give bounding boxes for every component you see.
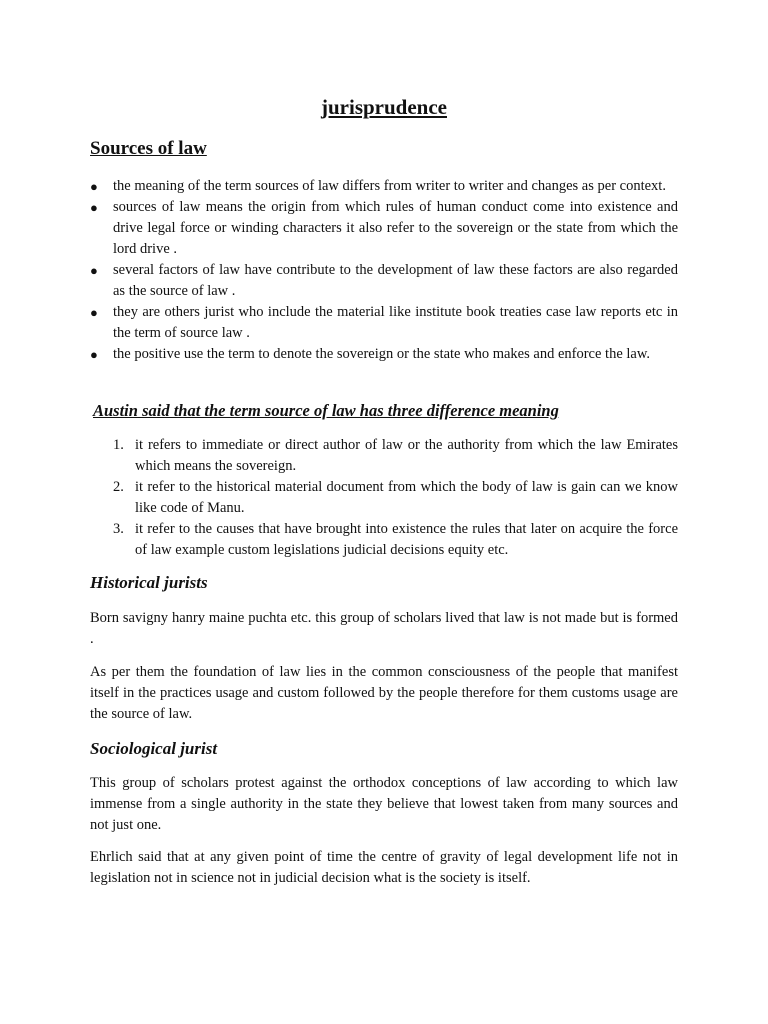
list-item: [90, 435, 678, 477]
list-item-text: they are others jurist who include the material like institute book treaties case law reports etc in the term of source law .: [113, 304, 678, 341]
austin-numbered-list: [90, 435, 678, 561]
sociological-jurist-heading: Sociological jurist: [90, 739, 218, 758]
bullet-icon: ●: [90, 179, 98, 194]
sociological-paragraph-2: Ehrlich said that at any given point of time the centre of gravity of legal development life not in legislation not in science not in judicial decision what is the society is itself.: [90, 849, 678, 886]
list-item: [90, 260, 678, 302]
list-item-text: the meaning of the term sources of law differs from writer to writer and changes as per context.: [113, 178, 666, 194]
list-item-text: the positive use the term to denote the sovereign or the state who makes and enforce the law.: [113, 346, 650, 362]
historical-paragraph-2: As per them the foundation of law lies in the common consciousness of the people that manifest itself in the practices usage and custom followed by the people therefore for them customs usage are the source of law.: [90, 664, 678, 722]
list-item-text: several factors of law have contribute to the development of law these factors are also regarded as the source of law .: [113, 262, 678, 299]
list-item: [90, 477, 678, 519]
list-item: [90, 197, 678, 260]
list-item-text: sources of law means the origin from which rules of human conduct come into existence and drive legal force or winding characters it also refer to the sovereign or the state from which the lord drive .: [113, 199, 678, 257]
list-item-text: it refer to the historical material document from which the body of law is gain can we know like code of Manu.: [135, 479, 678, 516]
section-heading-sources-of-law: Sources of law: [90, 138, 207, 159]
list-number: 3.: [113, 521, 124, 537]
list-item: [90, 176, 678, 197]
historical-jurists-heading: Historical jurists: [90, 573, 208, 592]
list-item: [90, 302, 678, 344]
bullet-icon: ●: [90, 200, 98, 215]
document-title: jurisprudence: [321, 95, 447, 119]
sources-bullet-list: [90, 176, 678, 365]
list-item: [90, 519, 678, 561]
list-number: 2.: [113, 479, 124, 495]
bullet-icon: ●: [90, 305, 98, 320]
austin-heading: Austin said that the term source of law has three difference meaning: [93, 401, 559, 420]
list-item-text: it refer to the causes that have brought into existence the rules that later on acquire the force of law example custom legislations judicial decisions equity etc.: [135, 521, 678, 558]
list-number: 1.: [113, 437, 124, 453]
list-item: [90, 344, 678, 365]
bullet-icon: ●: [90, 263, 98, 278]
list-item-text: it refers to immediate or direct author of law or the authority from which the law Emirates which means the sovereign.: [135, 437, 678, 474]
sociological-paragraph-1: This group of scholars protest against the orthodox conceptions of law according to which law immense from a single authority in the state they believe that lowest taken from many sources and not just one.: [90, 775, 678, 833]
historical-paragraph-1: Born savigny hanry maine puchta etc. this group of scholars lived that law is not made but is formed .: [90, 610, 678, 647]
bullet-icon: ●: [90, 347, 98, 362]
